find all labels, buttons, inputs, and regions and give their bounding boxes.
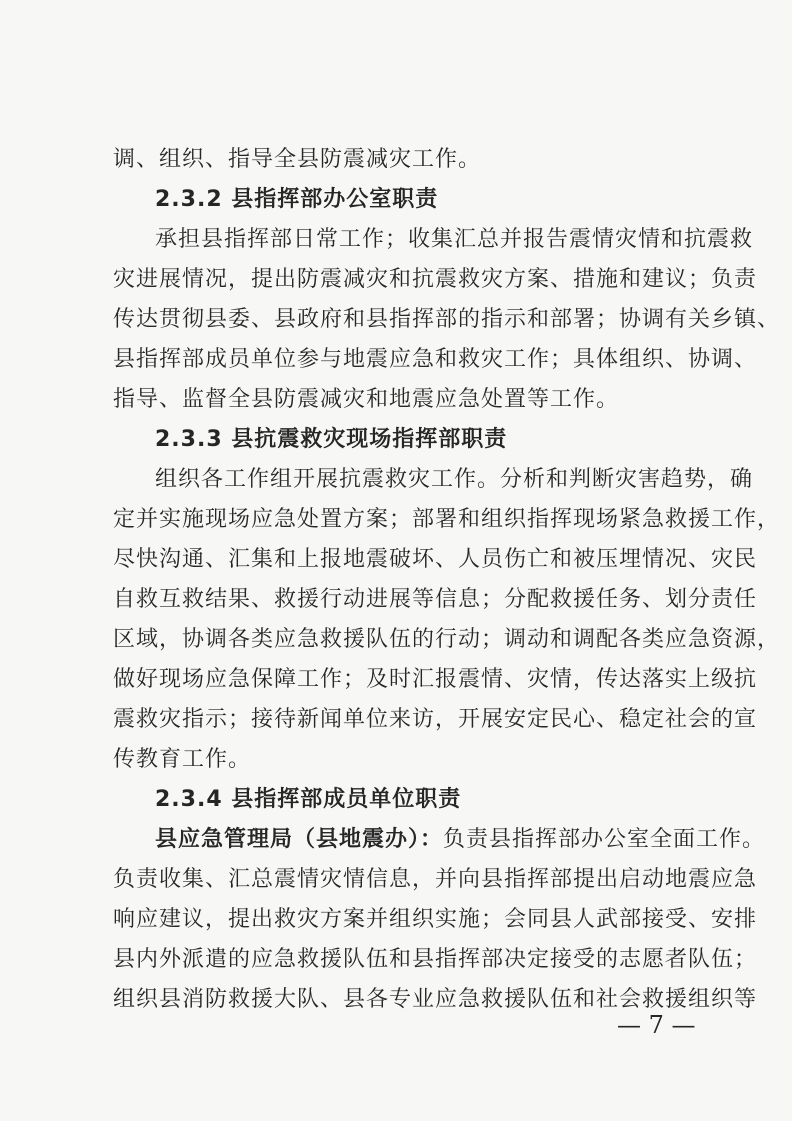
section-heading-2-3-2: 2.3.2 县指挥部办公室职责: [155, 187, 439, 212]
paragraph-line: 承担县指挥部日常工作；收集汇总并报告震情灾情和抗震救: [155, 227, 754, 252]
paragraph-line: 响应建议，提出救灾方案并组织实施；会同县人武部接受、安排: [113, 907, 758, 932]
paragraph-line: 指导、监督全县防震减灾和地震应急处置等工作。: [113, 387, 620, 412]
lead-rest-text: 负责县指挥部办公室全面工作。: [443, 827, 766, 852]
paragraph-line: 负责收集、汇总震情灾情信息，并向县指挥部提出启动地震应急: [113, 867, 758, 892]
paragraph-line: 灾进展情况，提出防震减灾和抗震救灾方案、措施和建议；负责: [113, 267, 758, 292]
paragraph-line: 自救互救结果、救援行动进展等信息；分配救援任务、划分责任: [113, 587, 758, 612]
bold-lead-text: 县应急管理局（县地震办）：: [155, 827, 444, 852]
paragraph-line: 定并实施现场应急处置方案；部署和组织指挥现场紧急救援工作，: [113, 507, 781, 532]
section-heading-2-3-4: 2.3.4 县指挥部成员单位职责: [155, 787, 462, 812]
paragraph-line: 组织县消防救援大队、县各专业应急救援队伍和社会救援组织等: [113, 987, 758, 1012]
paragraph-line-with-bold-lead: [155, 820, 766, 860]
section-heading-2-3-3: 2.3.3 县抗震救灾现场指挥部职责: [155, 427, 508, 452]
paragraph-line: 传教育工作。: [113, 747, 252, 772]
paragraph-line: 区域，协调各类应急救援队伍的行动；调动和调配各类应急资源，: [113, 627, 781, 652]
paragraph-line: 震救灾指示；接待新闻单位来访，开展安定民心、稳定社会的宣: [113, 707, 758, 732]
paragraph-line: 尽快沟通、汇集和上报地震破坏、人员伤亡和被压埋情况、灾民: [113, 547, 758, 572]
paragraph-line: 传达贯彻县委、县政府和县指挥部的指示和部署；协调有关乡镇、: [113, 307, 781, 332]
paragraph-line: 县指挥部成员单位参与地震应急和救灾工作；具体组织、协调、: [113, 347, 758, 372]
paragraph-line: 做好现场应急保障工作；及时汇报震情、灾情，传达落实上级抗: [113, 667, 758, 692]
paragraph-line: 调、组织、指导全县防震减灾工作。: [113, 147, 482, 172]
page-number: — 7 —: [617, 1011, 696, 1039]
paragraph-line: 组织各工作组开展抗震救灾工作。分析和判断灾害趋势，确: [155, 467, 754, 492]
paragraph-line: 县内外派遣的应急救援队伍和县指挥部决定接受的志愿者队伍；: [113, 947, 758, 972]
